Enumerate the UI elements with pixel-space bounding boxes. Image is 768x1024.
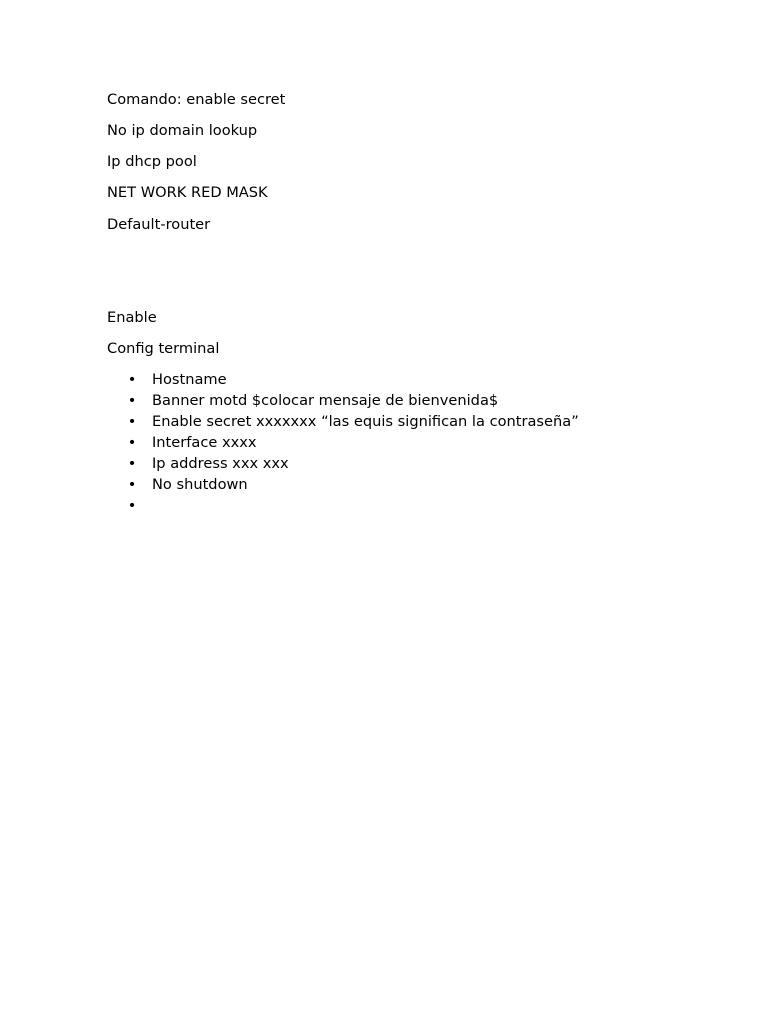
list-item [107, 433, 707, 454]
paragraph: NET WORK RED MASK [107, 184, 268, 201]
paragraph: Default-router [107, 216, 211, 233]
bullet-icon: • [127, 392, 137, 409]
bullet-list [107, 370, 707, 517]
paragraph: Ip dhcp pool [107, 153, 197, 170]
document-body [107, 90, 707, 517]
paragraph: Comando: enable secret [107, 91, 286, 108]
bullet-icon: • [127, 434, 137, 451]
list-item [107, 496, 707, 517]
list-item [107, 475, 707, 496]
blank-lines [107, 235, 707, 308]
list-item-text: Hostname [152, 371, 227, 388]
bullet-icon: • [127, 455, 137, 472]
list-item-text: Banner motd $colocar mensaje de bienvenida$ [152, 392, 499, 409]
list-item-text: Interface xxxx [152, 434, 257, 451]
bullet-icon: • [127, 476, 137, 493]
paragraph: Enable [107, 309, 157, 326]
list-item [107, 370, 707, 391]
paragraph: No ip domain lookup [107, 122, 258, 139]
list-item-text: Enable secret xxxxxxx “las equis significan la contraseña” [152, 413, 579, 430]
list-item-text: No shutdown [152, 476, 248, 493]
list-item-text: Ip address xxx xxx [152, 455, 289, 472]
bullet-icon: • [127, 413, 137, 430]
list-item [107, 412, 707, 433]
bullet-icon: • [127, 497, 137, 514]
list-item [107, 454, 707, 475]
list-item [107, 391, 707, 412]
paragraph: Config terminal [107, 340, 220, 357]
bullet-icon: • [127, 371, 137, 388]
